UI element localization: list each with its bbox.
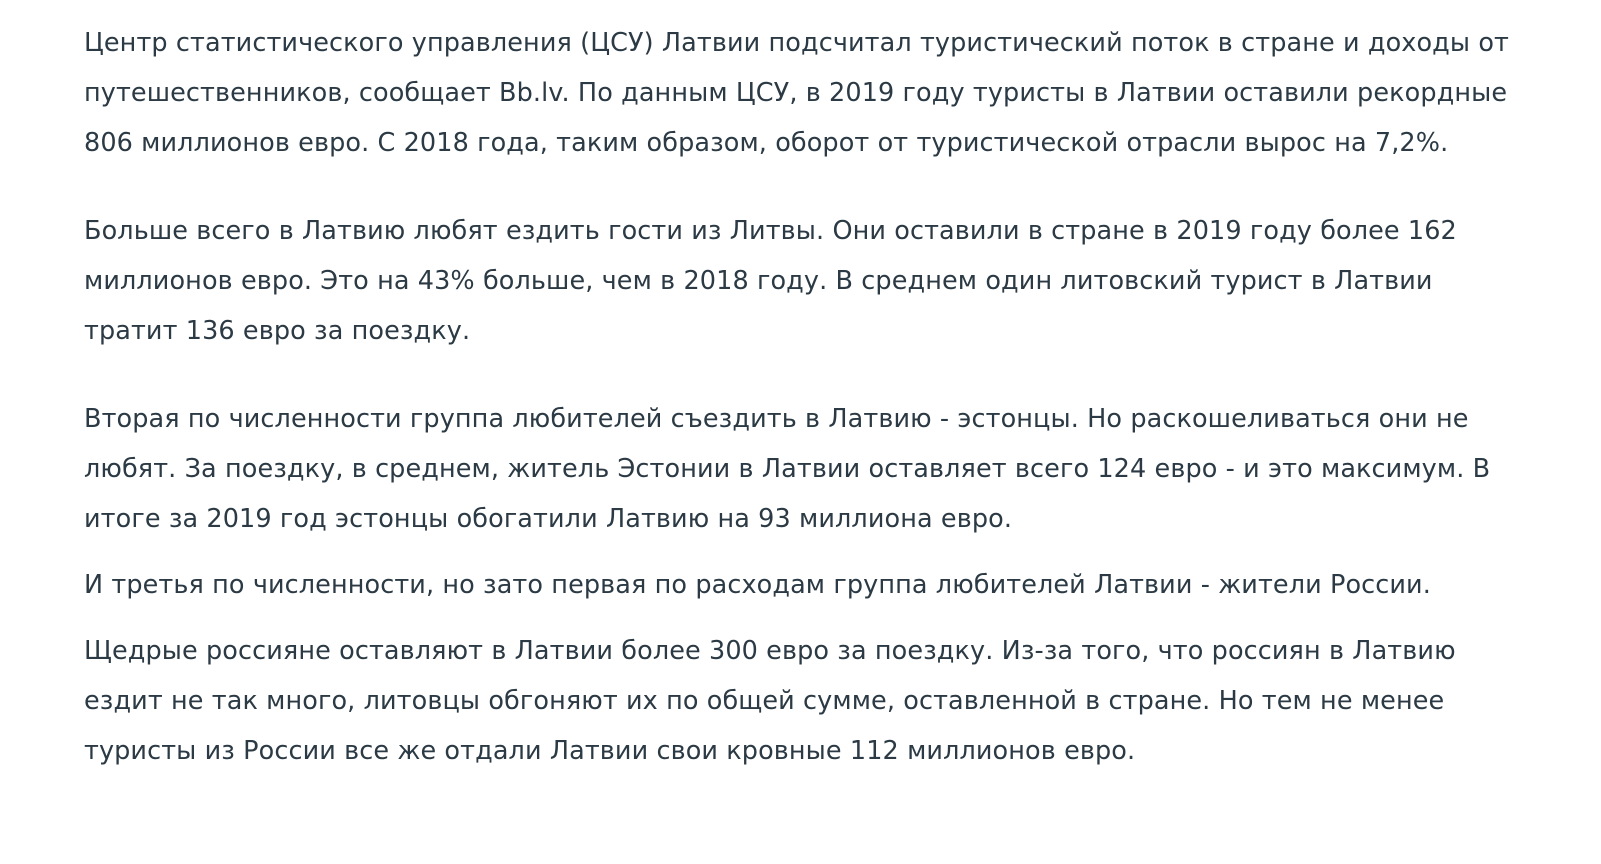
article-paragraph-1: Центр статистического управления (ЦСУ) Латвии подсчитал туристический поток в стране и доходы от путешественников, сообщает Bb.lv. По данным ЦСУ, в 2019 году туристы в Латвии оставили рекордные 806 миллионов евро. С 2018 года, таким образом, оборот от туристической отрасли вырос на 7,2%. xyxy=(84,28,1509,158)
article-paragraph-3: Вторая по численности группа любителей съездить в Латвию - эстонцы. Но раскошеливаться они не любят. За поездку, в среднем, житель Эстонии в Латвии оставляет всего 124 евро - и это максимум. В итоге за 2019 год эстонцы обогатили Латвию на 93 миллиона евро. xyxy=(84,404,1491,534)
article-paragraph-2: Больше всего в Латвию любят ездить гости из Литвы. Они оставили в стране в 2019 году более 162 миллионов евро. Это на 43% больше, чем в 2018 году. В среднем один литовский турист в Латвии тратит 136 евро за поездку. xyxy=(84,216,1457,346)
article-paragraph-5: Щедрые россияне оставляют в Латвии более 300 евро за поездку. Из-за того, что россиян в Латвию ездит не так много, литовцы обгоняют их по общей сумме, оставленной в стране. Но тем не менее туристы из России все же отдали Латвии свои кровные 112 миллионов евро. xyxy=(84,636,1456,766)
article-paragraph-4: И третья по численности, но зато первая по расходам группа любителей Латвии - жители России. xyxy=(84,570,1431,600)
